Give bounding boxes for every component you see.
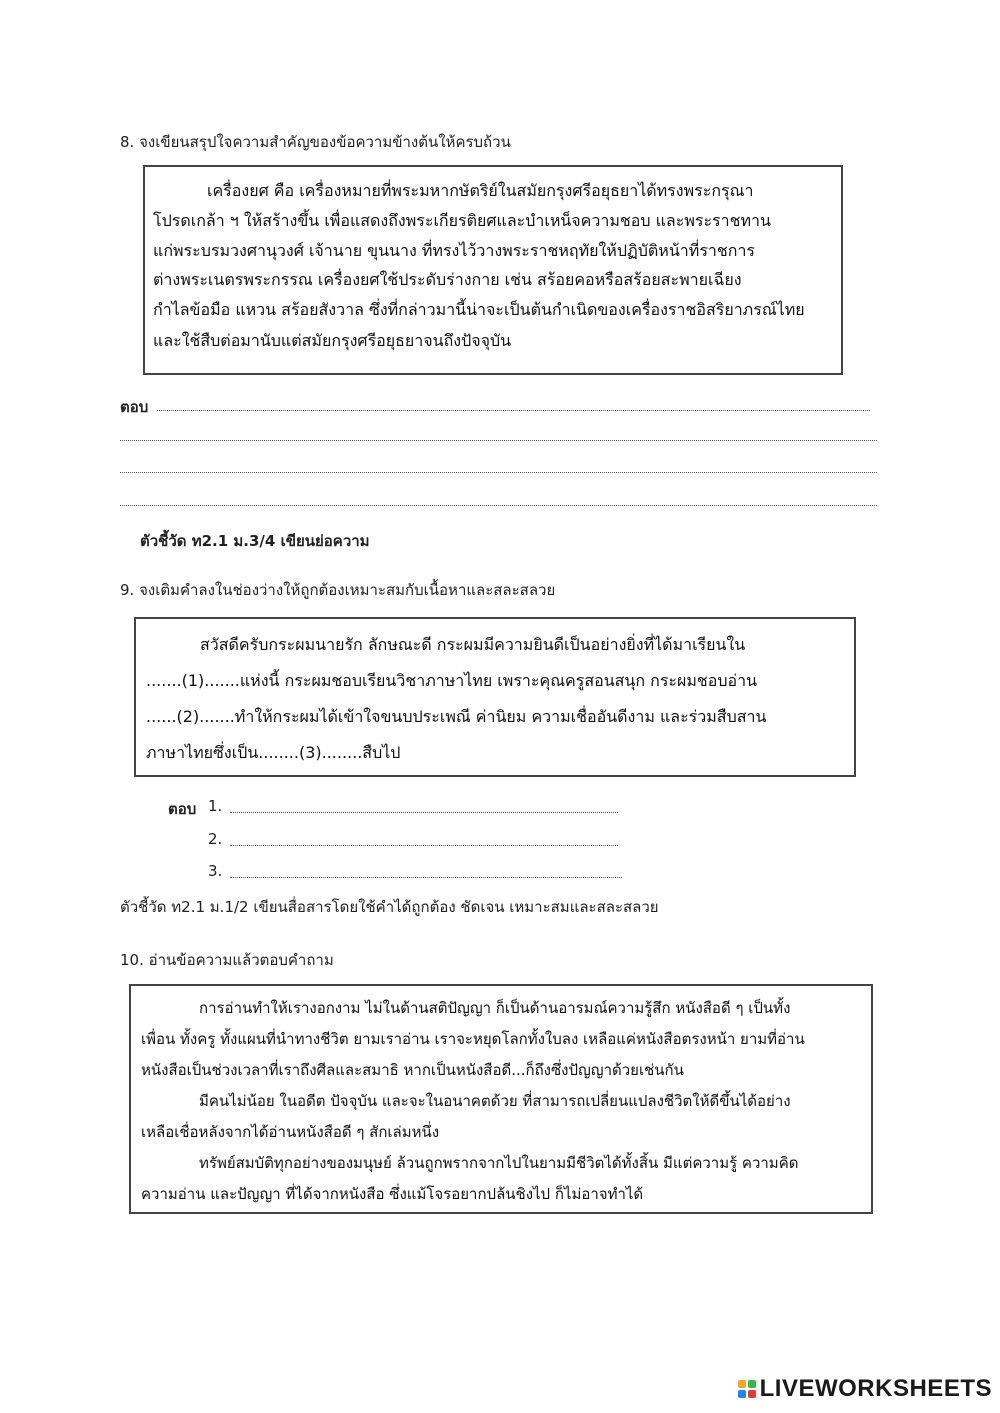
q8-line-2: โปรดเกล้า ฯ ให้สร้างขึ้น เพื่อแสดงถึงพระเกียรติยศและบำเหน็จความชอบ และพระราชทาน <box>153 211 771 230</box>
q9-line-2: .......(1).......แห่งนี้ กระผมชอบเรียนวิชาภาษาไทย เพราะคุณครูสอนสนุก กระผมชอบอ่าน <box>146 671 758 690</box>
q8-answer-line-3[interactable] <box>120 472 877 473</box>
q8-answer-label: ตอบ <box>120 398 149 416</box>
q10-line-3: หนังสือเป็นช่วงเวลาที่เราถึงศีลและสมาธิ หากเป็นหนังสือดี...ก็ถึงซึ่งปัญญาด้วยเช่นกัน <box>141 1061 684 1079</box>
q9-question: 9. จงเติมคำลงในช่องว่างให้ถูกต้องเหมาะสมกับเนื้อหาและสละสลวย <box>120 581 556 599</box>
q10-line-5: เหลือเชื่อหลังจากได้อ่านหนังสือดี ๆ สักเล่มหนึ่ง <box>141 1123 440 1141</box>
q10-passage-box <box>129 984 873 1214</box>
q9-answer-3-field[interactable] <box>230 877 622 878</box>
q9-answer-1-number: 1. <box>208 797 223 815</box>
q9-line-3: ......(2).......ทำให้กระผมได้เข้าใจขนบประเพณี ค่านิยม ความเชื่ออันดีงาม และร่วมสืบสาน <box>146 707 767 726</box>
q9-indicator: ตัวชี้วัด ท2.1 ม.1/2 เขียนสื่อสารโดยใช้คำได้ถูกต้อง ชัดเจน เหมาะสมและสละสลวย <box>120 898 659 916</box>
q8-answer-line-4[interactable] <box>120 505 877 506</box>
liveworksheets-wordmark: LIVEWORKSHEETS <box>759 1375 992 1402</box>
q8-answer-line-1[interactable] <box>157 410 870 411</box>
q9-passage-box <box>134 617 856 777</box>
q8-line-3: แก่พระบรมวงศานุวงศ์ เจ้านาย ขุนนาง ที่ทรงไว้วางพระราชหฤทัยให้ปฏิบัติหน้าที่ราชการ <box>153 241 756 260</box>
q10-line-2: เพื่อน ทั้งครู ทั้งแผนที่นำทางชีวิต ยามเราอ่าน เราจะหยุดโลกทั้งใบลง เหลือแค่หนังสือตรงหน้า ยามที่อ่าน <box>141 1030 805 1048</box>
q8-line-4: ต่างพระเนตรพระกรรณ เครื่องยศใช้ประดับร่างกาย เช่น สร้อยคอหรือสร้อยสะพายเฉียง <box>153 270 742 289</box>
q9-answer-2-field[interactable] <box>230 845 618 846</box>
liveworksheets-brand <box>738 1375 992 1403</box>
q10-line-4: มีคนไม่น้อย ในอดีต ปัจจุบัน และจะในอนาคตด้วย ที่สามารถเปลี่ยนแปลงชีวิตให้ดีขึ้นได้อย่าง <box>199 1092 791 1110</box>
liveworksheets-logo-icon <box>738 1380 756 1398</box>
q8-line-1: เครื่องยศ คือ เครื่องหมายที่พระมหากษัตริย์ในสมัยกรุงศรีอยุธยาได้ทรงพระกรุณา <box>207 181 754 200</box>
q10-question: 10. อ่านข้อความแล้วตอบคำถาม <box>120 951 334 969</box>
q8-answer-line-2[interactable] <box>120 440 877 441</box>
q8-indicator: ตัวชี้วัด ท2.1 ม.3/4 เขียนย่อความ <box>140 532 370 550</box>
q8-line-6: และใช้สืบต่อมานับแต่สมัยกรุงศรีอยุธยาจนถึงปัจจุบัน <box>153 331 512 350</box>
q10-line-6: ทรัพย์สมบัติทุกอย่างของมนุษย์ ล้วนถูกพรากจากไปในยามมีชีวิตได้ทั้งสิ้น มีแต่ความรู้ ความคิด <box>199 1154 799 1172</box>
q8-line-5: กำไลข้อมือ แหวน สร้อยสังวาล ซึ่งที่กล่าวมานี้น่าจะเป็นต้นกำเนิดของเครื่องราชอิสริยาภรณ์ไทย <box>153 300 805 319</box>
q8-passage-box <box>143 165 843 375</box>
q10-line-7: ความอ่าน และปัญญา ที่ได้จากหนังสือ ซึ่งแม้โจรอยากปล้นชิงไป ก็ไม่อาจทำได้ <box>141 1185 644 1203</box>
q9-line-4: ภาษาไทยซึ่งเป็น........(3)........สืบไป <box>146 743 401 762</box>
q9-answer-1-field[interactable] <box>230 812 618 813</box>
q9-answer-3-number: 3. <box>208 862 223 880</box>
q8-question: 8. จงเขียนสรุปใจความสำคัญของข้อความข้างต้นให้ครบถ้วน <box>120 133 511 151</box>
q9-answer-2-number: 2. <box>208 830 223 848</box>
q10-line-1: การอ่านทำให้เรางอกงาม ไม่ในด้านสติปัญญา ก็เป็นด้านอารมณ์ความรู้สึก หนังสือดี ๆ เป็นทั้ง <box>199 999 791 1017</box>
q9-answer-label: ตอบ <box>168 800 197 818</box>
q9-line-1: สวัสดีครับกระผมนายรัก ลักษณะดี กระผมมีความยินดีเป็นอย่างยิ่งที่ได้มาเรียนใน <box>200 635 746 654</box>
